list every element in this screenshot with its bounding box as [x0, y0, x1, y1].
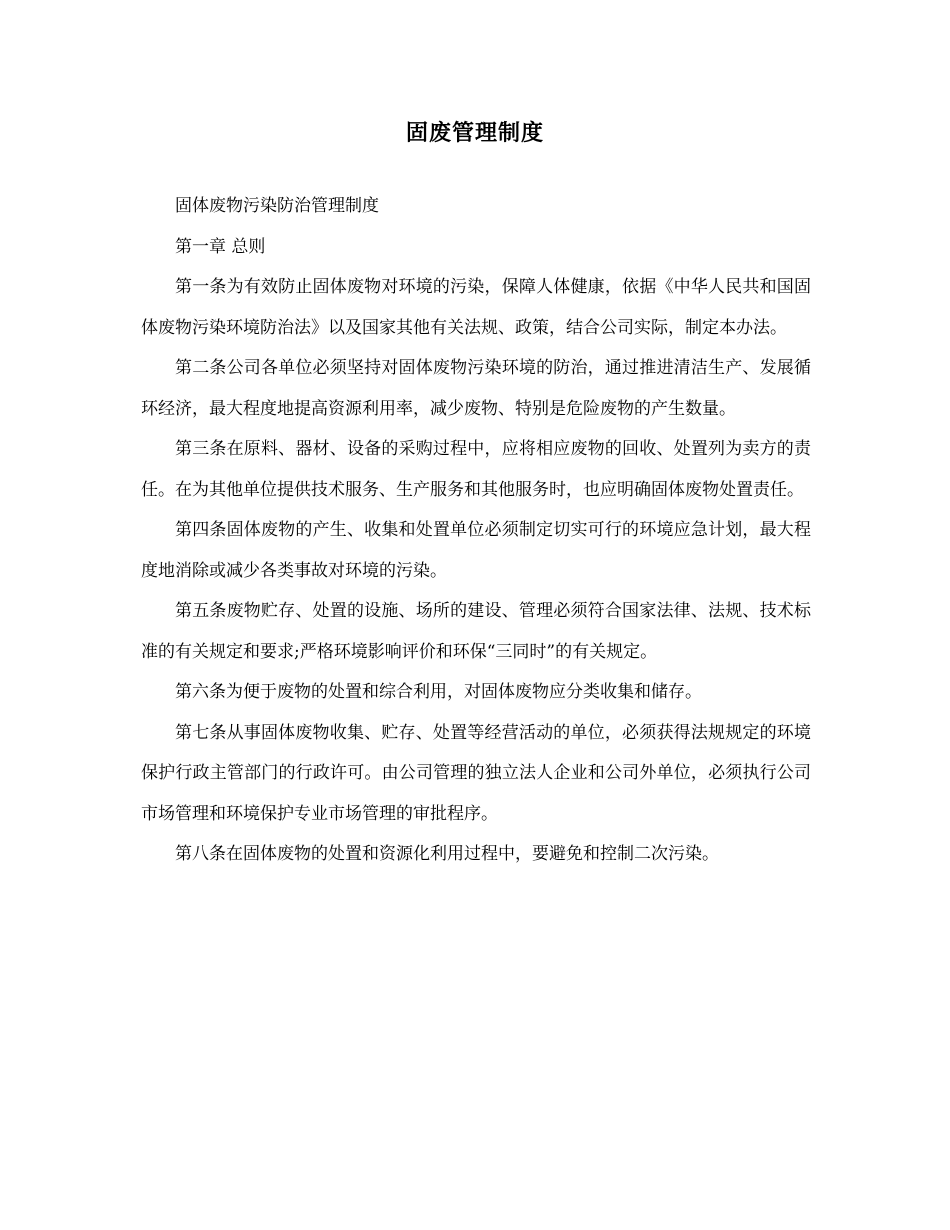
document-body	[141, 186, 811, 875]
paragraph-article-4: 第四条固体废物的产生、收集和处置单位必须制定切实可行的环境应急计划，最大程度地消除或减少各类事故对环境的污染。	[141, 520, 811, 581]
paragraph-article-1: 第一条为有效防止固体废物对环境的污染，保障人体健康，依据《中华人民共和国固体废物污染环境防治法》以及国家其他有关法规、政策，结合公司实际，制定本办法。	[141, 277, 811, 338]
paragraph-chapter-heading: 第一章 总则	[175, 236, 266, 257]
paragraph-article-3: 第三条在原料、器材、设备的采购过程中，应将相应废物的回收、处置列为卖方的责任。在为其他单位提供技术服务、生产服务和其他服务时，也应明确固体废物处置责任。	[141, 439, 811, 500]
paragraph-article-2: 第二条公司各单位必须坚持对固体废物污染环境的防治，通过推进清洁生产、发展循环经济，最大程度地提高资源利用率，减少废物、特别是危险废物的产生数量。	[141, 358, 811, 419]
paragraph-article-8: 第八条在固体废物的处置和资源化利用过程中，要避免和控制二次污染。	[175, 844, 719, 864]
paragraph-article-5: 第五条废物贮存、处置的设施、场所的建设、管理必须符合国家法律、法规、技术标准的有关规定和要求;严格环境影响评价和环保“三同时”的有关规定。	[141, 601, 811, 662]
document-title: 固废管理制度	[405, 120, 544, 146]
paragraph-article-7: 第七条从事固体废物收集、贮存、处置等经营活动的单位，必须获得法规规定的环境保护行政主管部门的行政许可。由公司管理的独立法人企业和公司外单位，必须执行公司市场管理和环境保护专业市场管理的审批程序。	[141, 722, 811, 824]
paragraph-subtitle: 固体废物污染防治管理制度	[175, 196, 379, 216]
paragraph-article-6: 第六条为便于废物的处置和综合利用，对固体废物应分类收集和储存。	[175, 682, 702, 702]
